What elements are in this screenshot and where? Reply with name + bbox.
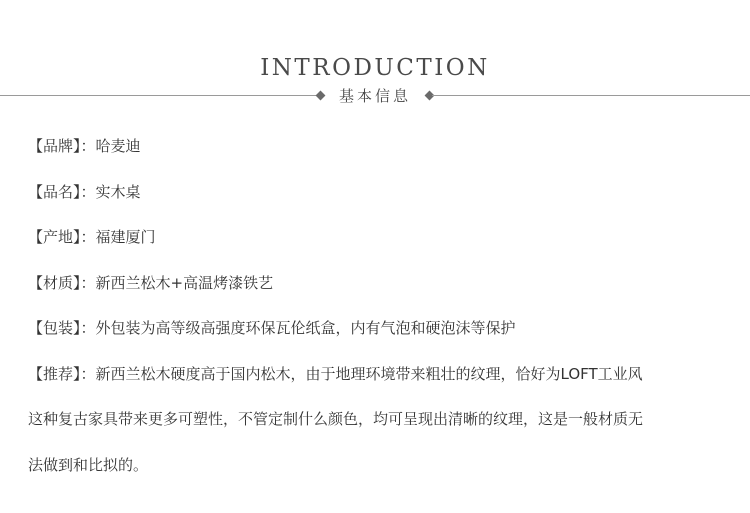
spec-label: 【包装】：: [28, 319, 96, 337]
section-subtitle: 基本信息: [338, 87, 411, 105]
spec-row-material: [28, 261, 740, 307]
section-divider: [0, 83, 750, 109]
spec-value: 新西兰松木+高温烤漆铁艺: [95, 273, 274, 292]
description-line: 法做到和比拟的。: [28, 455, 149, 474]
divider-line-left: [0, 95, 318, 96]
spec-label: 【产地】：: [28, 228, 96, 246]
spec-label: 【推荐】：: [28, 364, 96, 383]
description-line: 这种复古家具带来更多可塑性，不管定制什么颜色，均可呈现出清晰的纹理，这是一般材质无: [28, 410, 644, 428]
divider-line-right: [432, 95, 750, 96]
section-title: INTRODUCTION: [260, 55, 490, 81]
spec-row-origin: [28, 215, 740, 261]
spec-row-packaging: [28, 306, 740, 352]
spec-row-product-name: [28, 170, 740, 216]
spec-value: 哈麦迪: [95, 137, 141, 155]
spec-label: 【品名】：: [28, 182, 96, 201]
spec-value: 新西兰松木硬度高于国内松木，由于地理环境带来粗壮的纹理，恰好为LOFT工业风: [95, 364, 643, 383]
spec-label: 【品牌】：: [28, 137, 96, 155]
spec-row-brand: [28, 124, 740, 170]
spec-value: 实木桌: [95, 182, 141, 201]
spec-value: 福建厦门: [95, 228, 156, 246]
spec-label: 【材质】：: [28, 273, 96, 292]
product-info: [28, 124, 740, 488]
spec-value: 外包装为高等级高强度环保瓦伦纸盒，内有气泡和硬泡沫等保护: [95, 319, 516, 337]
spec-row-recommendation: [28, 352, 740, 398]
